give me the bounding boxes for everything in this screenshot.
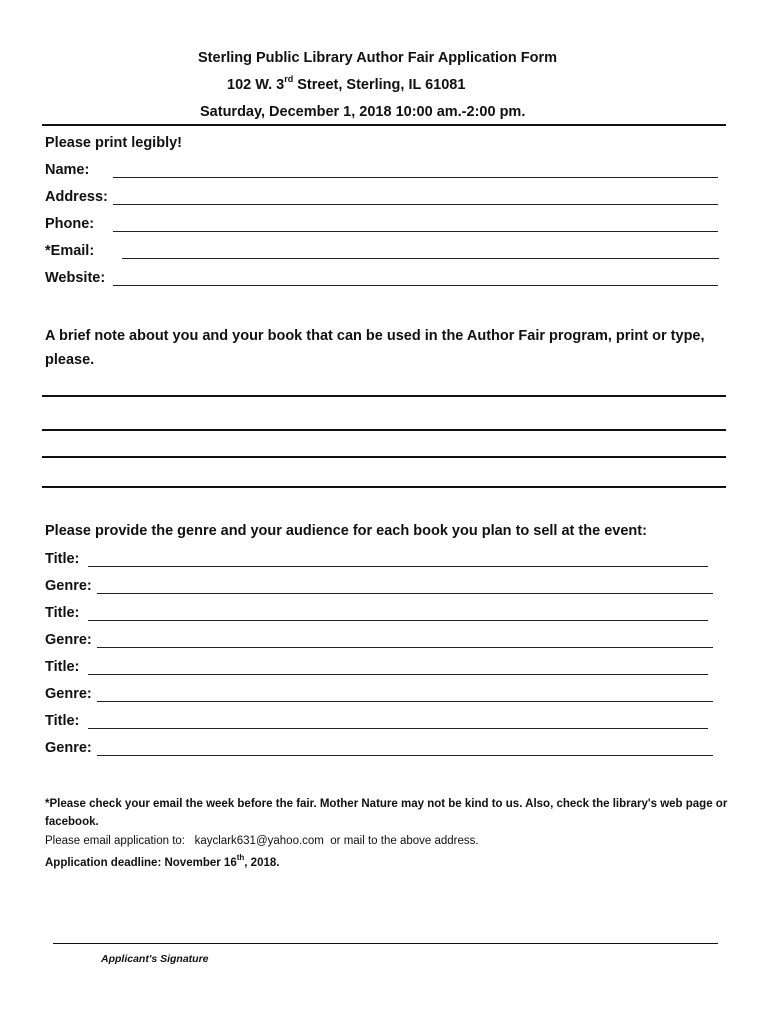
send-application-line bbox=[45, 835, 479, 847]
title-label: Title: bbox=[45, 551, 80, 567]
deadline-prefix: Application deadline: November 16 bbox=[45, 857, 237, 869]
deadline-suffix: , 2018. bbox=[244, 857, 280, 869]
note-line-3[interactable] bbox=[42, 456, 726, 458]
address-suffix: Street, Sterling, IL 61081 bbox=[293, 77, 466, 93]
title-field-2[interactable] bbox=[88, 620, 708, 621]
title-field-4[interactable] bbox=[88, 728, 708, 729]
genre-label: Genre: bbox=[45, 578, 92, 594]
event-address bbox=[227, 74, 466, 93]
application-deadline bbox=[45, 853, 280, 869]
title-label: Title: bbox=[45, 713, 80, 729]
phone-field[interactable] bbox=[113, 231, 718, 232]
name-field[interactable] bbox=[113, 177, 718, 178]
genre-label: Genre: bbox=[45, 632, 92, 648]
title-label: Title: bbox=[45, 659, 80, 675]
books-prompt: Please provide the genre and your audience for each book you plan to sell at the event: bbox=[45, 523, 647, 539]
print-instruction: Please print legibly! bbox=[45, 135, 182, 151]
signature-label: Applicant's Signature bbox=[101, 953, 209, 965]
phone-label: Phone: bbox=[45, 216, 95, 232]
genre-field-4[interactable] bbox=[97, 755, 713, 756]
form-title: Sterling Public Library Author Fair Application Form bbox=[198, 50, 558, 66]
genre-field-1[interactable] bbox=[97, 593, 713, 594]
website-field[interactable] bbox=[113, 285, 718, 286]
genre-label: Genre: bbox=[45, 686, 92, 702]
address-superscript: rd bbox=[284, 74, 294, 85]
genre-field-2[interactable] bbox=[97, 647, 713, 648]
genre-label: Genre: bbox=[45, 740, 92, 756]
author-note-prompt: A brief note about you and your book that can be used in the Author Fair program, print or type, please. bbox=[45, 328, 705, 368]
genre-field-3[interactable] bbox=[97, 701, 713, 702]
website-label: Website: bbox=[45, 270, 106, 286]
address-prefix: 102 W. 3 bbox=[227, 77, 285, 93]
name-label: Name: bbox=[45, 162, 90, 178]
note-line-4[interactable] bbox=[42, 486, 726, 488]
email-label: *Email: bbox=[45, 243, 95, 259]
address-field[interactable] bbox=[113, 204, 718, 205]
signature-line[interactable] bbox=[53, 943, 718, 944]
contact-email[interactable]: kayclark631@yahoo.com bbox=[194, 835, 324, 847]
event-date-time: Saturday, December 1, 2018 10:00 am.-2:00 pm. bbox=[200, 104, 526, 120]
title-field-3[interactable] bbox=[88, 674, 708, 675]
send-to-label: Please email application to: bbox=[45, 835, 185, 847]
title-field-1[interactable] bbox=[88, 566, 708, 567]
title-label: Title: bbox=[45, 605, 80, 621]
note-line-2[interactable] bbox=[42, 429, 726, 431]
header-divider bbox=[42, 124, 726, 126]
email-check-note: *Please check your email the week before the fair. Mother Nature may not be kind to us. Also, check the library's web page or facebook. bbox=[45, 798, 728, 828]
deadline-superscript: th bbox=[236, 853, 245, 863]
email-field[interactable] bbox=[122, 258, 719, 259]
address-label: Address: bbox=[45, 189, 108, 205]
note-line-1[interactable] bbox=[42, 395, 726, 397]
send-to-suffix: or mail to the above address. bbox=[330, 835, 479, 847]
